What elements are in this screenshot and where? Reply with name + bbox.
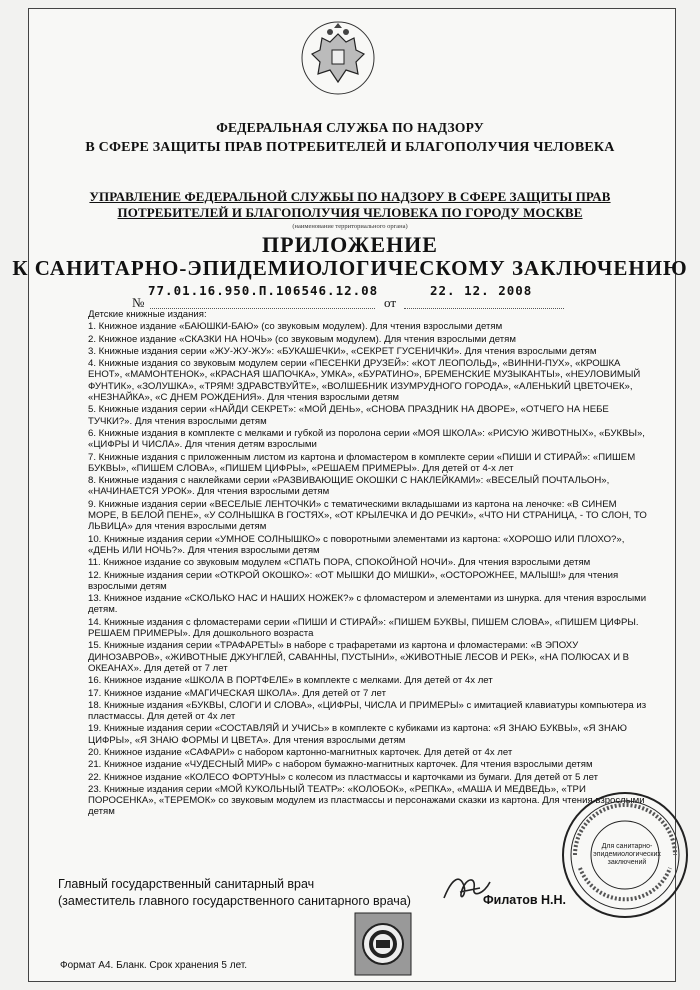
document-title-line1: ПРИЛОЖЕНИЕ bbox=[262, 232, 438, 257]
list-item: 2. Книжное издание «СКАЗКИ НА НОЧЬ» (со звуковым модулем). Для чтения взрослыми детям bbox=[88, 333, 516, 345]
list-item: 14. Книжные издания с фломастерами серии «ПИШИ И СТИРАЙ»: «ПИШЕМ БУКВЫ, ПИШЕМ СЛОВА», «ПИШЕМ ЦИФРЫ. РЕШАЕМ ПРИМЕРЫ». Для дошкольного возраста bbox=[88, 616, 639, 640]
registration-number: 77.01.16.950.П.106546.12.08 bbox=[148, 283, 379, 298]
list-item: 4. Книжные издания со звуковым модулем серии «ПЕСЕНКИ ДРУЗЕЙ»: «КОТ ЛЕОПОЛЬД», «ВИННИ-ПУХ», «КРОШКА ЕНОТ», «МАМОНТЕНОК», «КРАСНАЯ ШАПОЧКА», УМКА», «БУРАТИНО», БРЕМЕНСКИЕ МУЗЫКАНТЫ», «НЕУЛОВИМЫЙ ФУНТИК», «ЗОЛУШКА», «ТРЯМ! ЗДРАВСТВУЙТЕ», «ВОЛШЕБНИК ИЗУМРУДНОГО ГОРОДА», «АЛЕНЬКИЙ ЦВЕТОЧЕК», «НЕЗНАЙКА», «С ДНЕМ РОЖДЕНИЯ». Для чтения взрослыми детям bbox=[88, 358, 641, 404]
hologram-seal-icon bbox=[354, 912, 412, 976]
list-item: 1. Книжное издание «БАЮШКИ-БАЮ» (со звуковым модулем). Для чтения взрослыми детям bbox=[88, 321, 503, 333]
document-title-line2: К САНИТАРНО-ЭПИДЕМИОЛОГИЧЕСКОМУ ЗАКЛЮЧЕНИЮ bbox=[12, 256, 688, 280]
list-item: 8. Книжные издания с наклейками серии «РАЗВИВАЮЩИЕ ОКОШКИ С НАКЛЕЙКАМИ»: «ВЕСЕЛЫЙ ПОЧТАЛЬОН», «НАЧИНАЕТСЯ УРОК». Для чтения взрослыми детям bbox=[88, 475, 610, 498]
federal-service-title-line1: ФЕДЕРАЛЬНАЯ СЛУЖБА ПО НАДЗОРУ bbox=[216, 120, 484, 135]
list-item: 13. Книжное издание «СКОЛЬКО НАС И НАШИХ НОЖЕК?» с фломастером и элементами из шнурка. для чтения взрослыми детям. bbox=[88, 593, 647, 616]
list-item: 10. Книжные издания серии «УМНОЕ СОЛНЫШКО» с поворотными элементами из картона: «ХОРОШО ИЛИ ПЛОХО?», «ДЕНЬ ИЛИ НОЧЬ?». Для чтения взрослыми детям bbox=[88, 533, 625, 556]
list-item: 12. Книжные издания серии «ОТКРОЙ ОКОШКО»: «ОТ МЫШКИ ДО МИШКИ», «ОСТОРОЖНЕЕ, МАЛЫШ!» для чтения взрослыми детям bbox=[88, 569, 619, 592]
state-emblem-icon bbox=[300, 20, 376, 96]
list-item: 9. Книжные издания серии «ВЕСЕЛЫЕ ЛЕНТОЧКИ» с тематическими вкладышами из картона на леночке: «В СИНЕМ МОРЕ, В БЕЛОЙ ПЕНЕ», «У СОЛНЫШКА В ГОСТЯХ», «ОТ КРЫЛЕЧКА И ДО РЕЧКИ», «ЧТО НИ СТРАНИЦА, - ТО СЛОН, ТО ЛЬВИЦА» для чтения взрослыми детям bbox=[88, 498, 647, 533]
list-item: 18. Книжные издания «БУКВЫ, СЛОГИ И СЛОВА», «ЦИФРЫ, ЧИСЛА И ПРИМЕРЫ» с имитацией клавиатуры компьютера из пластмассы. Для детей от 4х лет bbox=[88, 699, 647, 723]
signatory-title bbox=[58, 876, 411, 910]
list-item: 21. Книжное издание «ЧУДЕСНЫЙ МИР» с набором бумажно-магнитных карточек. Для чтения взрослыми детям bbox=[88, 759, 593, 771]
signatory-line2: (заместитель главного государственного санитарного врача) bbox=[58, 894, 411, 908]
number-label: № bbox=[132, 295, 145, 310]
date-label: от bbox=[384, 295, 397, 310]
list-item: 7. Книжные издания с приложенным листом из картона и фломастером в комплекте серии «ПИШИ И СТИРАЙ»: «ПИШЕМ БУКВЫ», «ПИШЕМ СЛОВА», «ПИШЕМ ЦИФРЫ», «РЕШАЕМ ПРИМЕРЫ». Для детей от 4-х лет bbox=[88, 451, 636, 474]
form-footer-note: Формат А4. Бланк. Срок хранения 5 лет. bbox=[60, 960, 248, 971]
registration-date: 22. 12. 2008 bbox=[430, 283, 533, 298]
list-intro: Детские книжные издания: bbox=[88, 309, 207, 320]
signatory-name: Филатов Н.Н. bbox=[483, 893, 566, 907]
signatory-line1: Главный государственный санитарный врач bbox=[58, 877, 315, 891]
list-item: 3. Книжные издания серии «ЖУ-ЖУ-ЖУ»: «БУКАШЕЧКИ», «СЕКРЕТ ГУСЕНИЧКИ». Для чтения взрослыми детям bbox=[88, 345, 597, 357]
list-item: 11. Книжное издание со звуковым модулем «СПАТЬ ПОРА, СПОКОЙНОЙ НОЧИ». Для чтения взрослыми детям bbox=[88, 557, 591, 569]
list-item: 22. Книжное издание «КОЛЕСО ФОРТУНЫ» с колесом из пластмассы и карточками из бумаги. Для детей от 5 лет bbox=[88, 771, 598, 783]
list-item: 15. Книжные издания серии «ТРАФАРЕТЫ» в наборе с трафаретами из картона и фломастерами: «В ЭПОХУ ДИНОЗАВРОВ», «ЖИВОТНЫЕ ДЖУНГЛЕЙ, САВАННЫ, ПУСТЫНИ», «ЖИВОТНЫЕ ЛЕСОВ И РЕК», «НА ПОЛЮСАХ И В ОКЕАНАХ». Для детей от 7 лет bbox=[88, 640, 630, 674]
list-item: 16. Книжное издание «ШКОЛА В ПОРТФЕЛЕ» в комплекте с мелками. Для детей от 4х лет bbox=[88, 675, 493, 687]
list-item: 17. Книжное издание «МАГИЧЕСКАЯ ШКОЛА». Для детей от 7 лет bbox=[88, 687, 386, 699]
department-line2: ПОТРЕБИТЕЛЕЙ И БЛАГОПОЛУЧИЯ ЧЕЛОВЕКА ПО ГОРОДУ МОСКВЕ bbox=[117, 205, 583, 220]
list-item: 23. Книжные издания серии «МОЙ КУКОЛЬНЫЙ ТЕАТР»: «КОЛОБОК», «РЕПКА», «МАША И МЕДВЕДЬ», «ТРИ ПОРОСЕНКА», «ТЕРЕМОК» со звуковым модулем из пластмассы и персонажами сказки из картона. Для чтения взрослыми детям bbox=[88, 783, 645, 818]
federal-service-title-line2: В СФЕРЕ ЗАЩИТЫ ПРАВ ПОТРЕБИТЕЛЕЙ И БЛАГОПОЛУЧИЯ ЧЕЛОВЕКА bbox=[85, 140, 615, 155]
list-item: 20. Книжное издание «САФАРИ» с набором картонно-магнитных карточек. Для детей от 4х лет bbox=[88, 746, 513, 758]
department-line1: УПРАВЛЕНИЕ ФЕДЕРАЛЬНОЙ СЛУЖБЫ ПО НАДЗОРУ В СФЕРЕ ЗАЩИТЫ ПРАВ bbox=[89, 189, 611, 204]
stamp-center-text: Для санитарно-эпидемиологических заключений bbox=[593, 843, 661, 866]
list-item: 6. Книжные издания в комплекте с мелками и губкой из поролона серии «МОЯ ШКОЛА»: «РИСУЮ ЖИВОТНЫХ», «БУКВЫ», «ЦИФРЫ И ЧИСЛА». Для чтения детям взрослыми bbox=[88, 427, 645, 451]
item-list bbox=[88, 309, 648, 819]
list-item: 19. Книжные издания серии «СОСТАВЛЯЙ И УЧИСЬ» в комплекте с кубиками из картона: «Я ЗНАЮ БУКВЫ», «Я ЗНАЮ ЦИФРЫ», «Я ЗНАЮ ФОРМЫ И ЦВЕТА». Для чтения взрослыми детям bbox=[88, 723, 627, 746]
list-item: 5. Книжные издания серии «НАЙДИ СЕКРЕТ»: «МОЙ ДЕНЬ», «СНОВА ПРАЗДНИК НА ДВОРЕ», «ОТЧЕГО НА НЕБЕ ТУЧКИ?». Для чтения взрослыми детям bbox=[88, 404, 609, 427]
department-note: (наименование территориального органа) bbox=[292, 223, 408, 230]
